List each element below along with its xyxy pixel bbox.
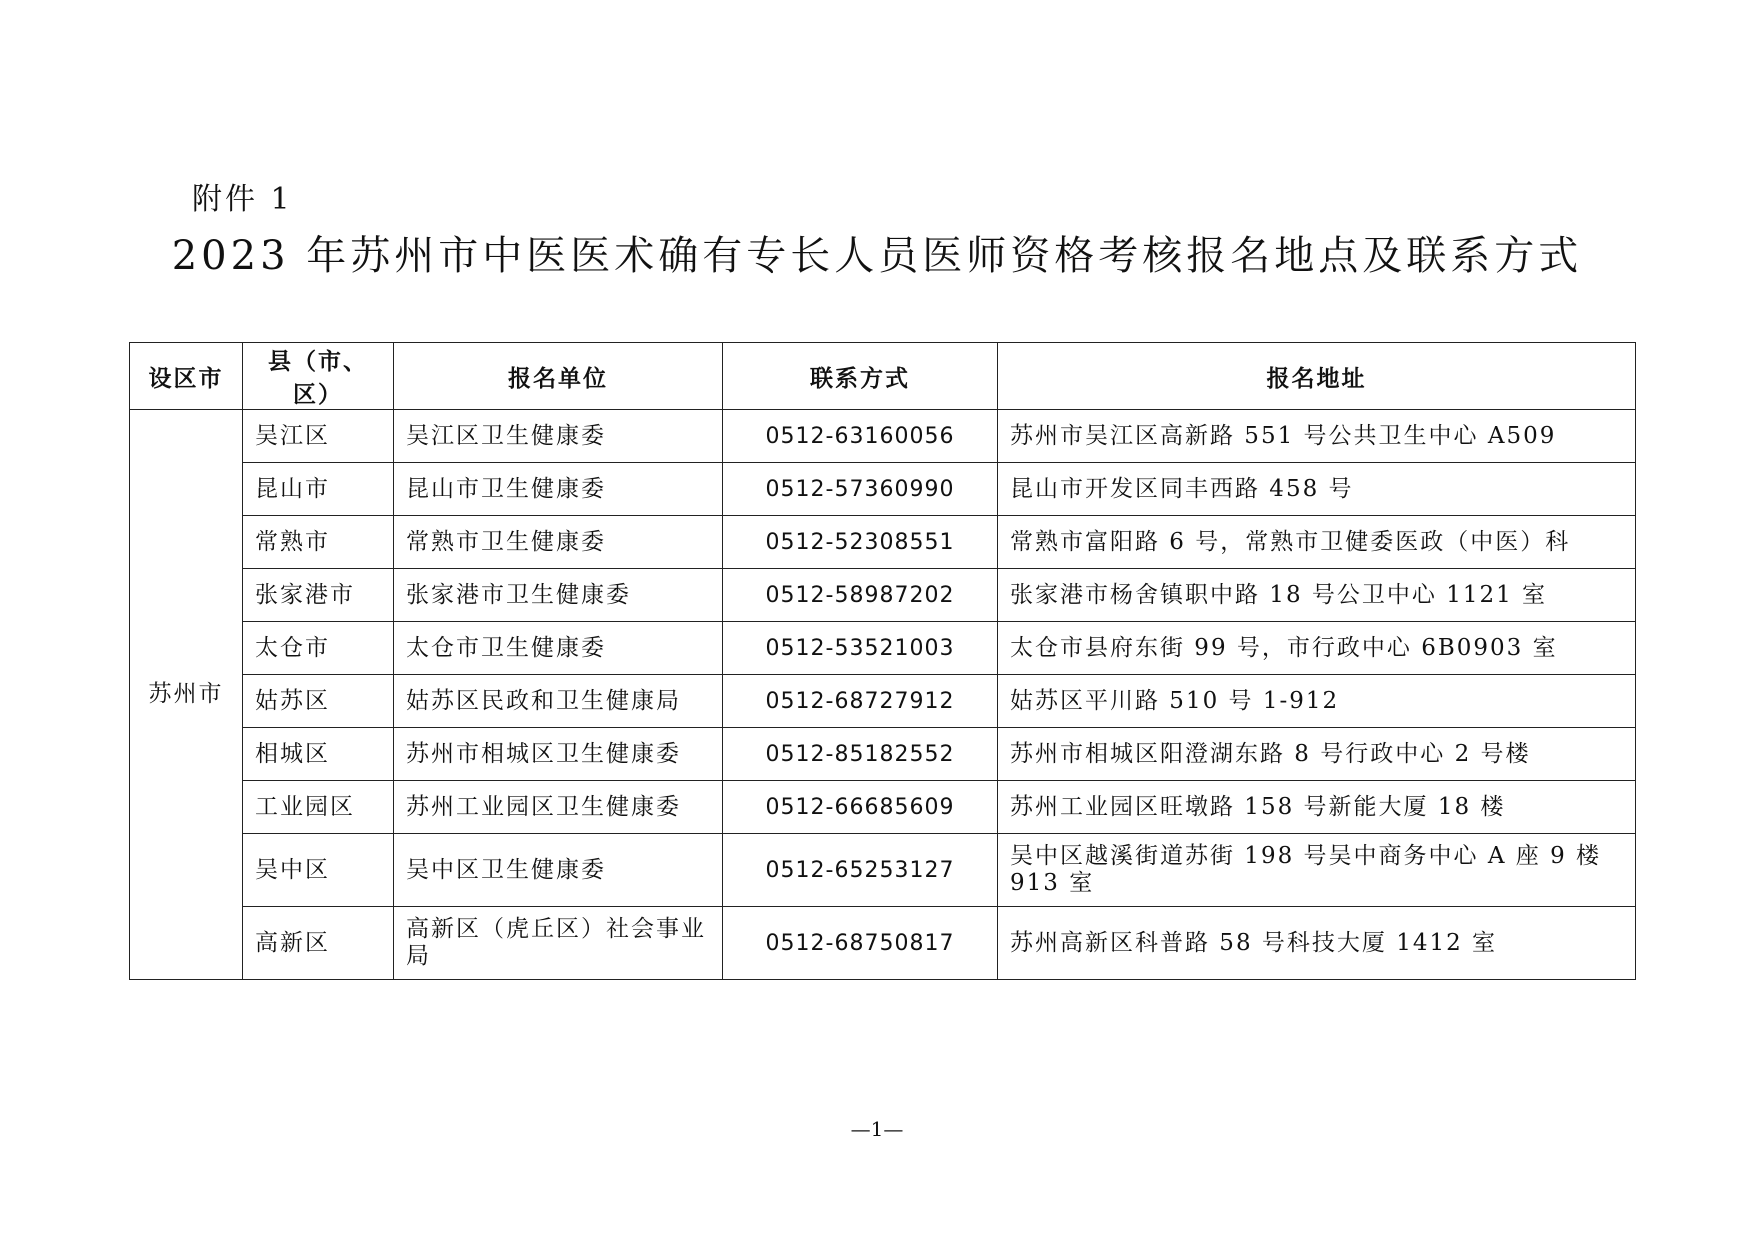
table-row: [130, 569, 1636, 622]
page-number: —1—: [850, 1117, 904, 1141]
registration-table: [129, 342, 1636, 980]
address-cell: 苏州工业园区旺墩路 158 号新能大厦 18 楼: [998, 781, 1636, 834]
phone-cell: 0512-85182552: [723, 728, 998, 781]
header-district: 县（市、区）: [243, 343, 394, 410]
district-cell: 张家港市: [243, 569, 394, 622]
district-cell: 高新区: [243, 907, 394, 980]
header-address: 报名地址: [998, 343, 1636, 410]
table-row: [130, 907, 1636, 980]
district-cell: 常熟市: [243, 516, 394, 569]
district-cell: 太仓市: [243, 622, 394, 675]
unit-cell: 常熟市卫生健康委: [394, 516, 723, 569]
phone-cell: 0512-53521003: [723, 622, 998, 675]
phone-cell: 0512-57360990: [723, 463, 998, 516]
table-row: [130, 410, 1636, 463]
table-row: [130, 675, 1636, 728]
address-cell: 吴中区越溪街道苏街 198 号吴中商务中心 A 座 9 楼 913 室: [998, 834, 1636, 907]
table-row: [130, 622, 1636, 675]
district-cell: 姑苏区: [243, 675, 394, 728]
phone-cell: 0512-58987202: [723, 569, 998, 622]
unit-cell: 苏州工业园区卫生健康委: [394, 781, 723, 834]
city-cell: 苏州市: [130, 410, 243, 980]
district-cell: 吴江区: [243, 410, 394, 463]
district-cell: 吴中区: [243, 834, 394, 907]
document-title: 2023 年苏州市中医医术确有专长人员医师资格考核报名地点及联系方式: [171, 233, 1583, 279]
table-row: [130, 516, 1636, 569]
address-cell: 苏州市吴江区高新路 551 号公共卫生中心 A509: [998, 410, 1636, 463]
unit-cell: 姑苏区民政和卫生健康局: [394, 675, 723, 728]
address-cell: 张家港市杨舍镇职中路 18 号公卫中心 1121 室: [998, 569, 1636, 622]
district-cell: 工业园区: [243, 781, 394, 834]
address-cell: 昆山市开发区同丰西路 458 号: [998, 463, 1636, 516]
table-row: [130, 728, 1636, 781]
address-cell: 常熟市富阳路 6 号，常熟市卫健委医政（中医）科: [998, 516, 1636, 569]
address-cell: 苏州市相城区阳澄湖东路 8 号行政中心 2 号楼: [998, 728, 1636, 781]
unit-cell: 昆山市卫生健康委: [394, 463, 723, 516]
unit-cell: 太仓市卫生健康委: [394, 622, 723, 675]
table-row: [130, 463, 1636, 516]
unit-cell: 高新区（虎丘区）社会事业局: [394, 907, 723, 980]
address-cell: 太仓市县府东街 99 号，市行政中心 6B0903 室: [998, 622, 1636, 675]
header-city: 设区市: [130, 343, 243, 410]
district-cell: 相城区: [243, 728, 394, 781]
phone-cell: 0512-68727912: [723, 675, 998, 728]
unit-cell: 苏州市相城区卫生健康委: [394, 728, 723, 781]
unit-cell: 张家港市卫生健康委: [394, 569, 723, 622]
attachment-label: 附件 1: [192, 182, 293, 217]
phone-cell: 0512-66685609: [723, 781, 998, 834]
address-cell: 苏州高新区科普路 58 号科技大厦 1412 室: [998, 907, 1636, 980]
header-contact: 联系方式: [723, 343, 998, 410]
header-unit: 报名单位: [394, 343, 723, 410]
table-row: [130, 834, 1636, 907]
phone-cell: 0512-52308551: [723, 516, 998, 569]
phone-cell: 0512-63160056: [723, 410, 998, 463]
phone-cell: 0512-65253127: [723, 834, 998, 907]
phone-cell: 0512-68750817: [723, 907, 998, 980]
district-cell: 昆山市: [243, 463, 394, 516]
unit-cell: 吴中区卫生健康委: [394, 834, 723, 907]
address-cell: 姑苏区平川路 510 号 1-912: [998, 675, 1636, 728]
table-row: [130, 781, 1636, 834]
table-header-row: [130, 343, 1636, 410]
unit-cell: 吴江区卫生健康委: [394, 410, 723, 463]
